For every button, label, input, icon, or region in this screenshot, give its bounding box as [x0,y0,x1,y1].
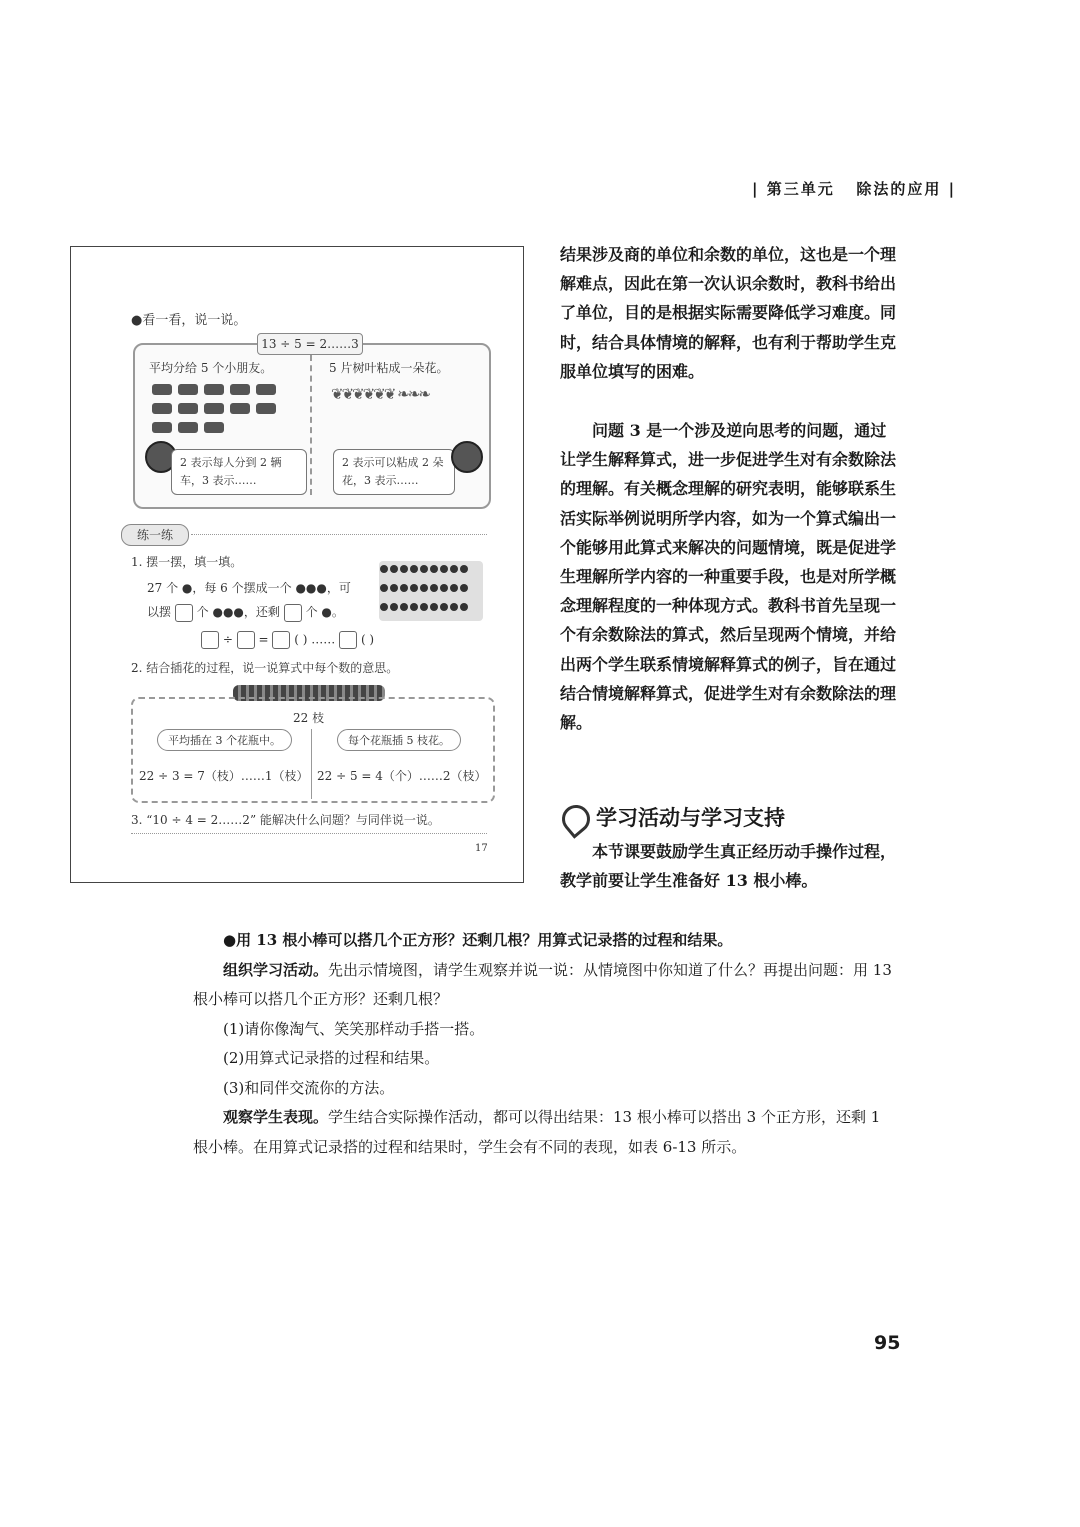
q2-right-pill: 每个花瓶插 5 枝花。 [337,729,461,751]
q2-left-formula: 22 ÷ 3 = 7（枝）……1（枝） [139,769,309,783]
q1-formula: ÷ = ( ) …… ( ) [201,631,374,649]
q2-right-formula: 22 ÷ 5 = 4（个）……2（枝） [317,769,487,783]
running-header: | 第三单元 除法的应用 | [752,180,957,198]
right-paragraph-2: 问题 3 是一个涉及逆向思考的问题，通过让学生解释算式，进一步促进学生对有余数除法的理解。有关概念理解的研究表明，能够联系生活实际举例说明所学内容，如为一个算式编出一个能够用此算式来解决的问题情境，既是促进学生理解所学内容的一种重要手段，也是对所学概念理解程度的一种体现方式。教科书首先呈现一个有余数除法的算式，然后呈现两个情境，并给出两个学生联系情境解释算式的例子，旨在通过结合情境解释算式，促进学生对有余数除法的理解。 [560,421,897,733]
paperclip-icon [556,799,595,838]
header-unit: 第三单元 [766,180,835,198]
q2-count: 22 枝 [293,711,325,725]
practice-tag: 练一练 [121,524,189,546]
organize-label: 组织学习活动。 [223,960,329,979]
main-body [193,926,900,1162]
child-avatar-right [451,441,483,473]
q2-left-pill: 平均插在 3 个花瓶中。 [157,729,292,751]
step-3: (3)和同伴交流你的方法。 [223,1078,395,1097]
look-and-say-panel [133,343,491,509]
answer-blank[interactable] [201,631,219,649]
textbook-page-number: 17 [475,843,488,854]
step-1: (1)请你像淘气、笑笑那样动手搭一搭。 [223,1019,485,1038]
cherries-illustration [379,561,483,621]
q1-line1: 27 个 ●，每 6 个摆成一个 ●●●，可 [147,581,351,595]
page-number: 95 [874,1332,901,1354]
textbook-page-image [70,246,524,883]
activity-section-title: 学习活动与学习支持 [562,802,785,833]
answer-blank[interactable] [175,604,193,622]
observe-paragraph: 观察学生表现。学生结合实际操作活动，都可以得出结果：13 根小棒可以搭出 3 个正方形，还剩 1 根小棒。在用算式记录搭的过程和结果时，学生会有不同的表现，如表 6-13 所示。 [193,1108,881,1156]
right-speech-bubble: 2 表示可以粘成 2 朵花，3 表示…… [333,449,455,495]
answer-blank[interactable] [237,631,255,649]
left-caption: 平均分给 5 个小朋友。 [149,361,273,375]
answer-blank[interactable] [272,631,290,649]
section-title: ●看一看，说一说。 [131,313,247,328]
cars-illustration [149,381,299,438]
q2-title: 2. 结合插花的过程，说一说算式中每个数的意思。 [131,661,399,675]
q3: 3. “10 ÷ 4 = 2……2” 能解决什么问题？与同伴说一说。 [131,813,440,827]
q1-line2: 以摆 个 ●●●，还剩 个 ●。 [147,603,344,622]
answer-blank[interactable] [284,604,302,622]
right-paragraph-3: 本节课要鼓励学生真正经历动手操作过程，教学前要让学生准备好 13 根小棒。 [560,842,897,891]
activity-question: ●用 13 根小棒可以搭几个正方形？还剩几根？用算式记录搭的过程和结果。 [223,931,733,949]
step-2: (2)用算式记录搭的过程和结果。 [223,1049,440,1067]
leaves-illustration: ❦❦❦❦❦❦ ❧❧❧ [331,385,429,403]
left-speech-bubble: 2 表示每人分到 2 辆车，3 表示…… [171,449,307,495]
flower-arranging-box [131,697,495,803]
observe-label: 观察学生表现。 [223,1108,329,1126]
q1-title: 1. 摆一摆，填一填。 [131,555,243,569]
right-paragraph-1: 结果涉及商的单位和余数的单位，这也是一个理解难点，因此在第一次认识余数时，教科书给出了单位，目的是根据实际需要降低学习难度。同时，结合具体情境的解释，也有利于帮助学生克服单位填写的困难。 [560,245,897,381]
organize-paragraph: 组织学习活动。先出示情境图，请学生观察并说一说：从情境图中你知道了什么？再提出问题：用 13 根小棒可以搭几个正方形？还剩几根？ [193,960,892,1008]
right-caption: 5 片树叶粘成一朵花。 [329,361,449,375]
header-title: 除法的应用 [856,180,942,198]
equation-label: 13 ÷ 5 = 2……3 [257,333,363,355]
answer-blank[interactable] [339,631,357,649]
